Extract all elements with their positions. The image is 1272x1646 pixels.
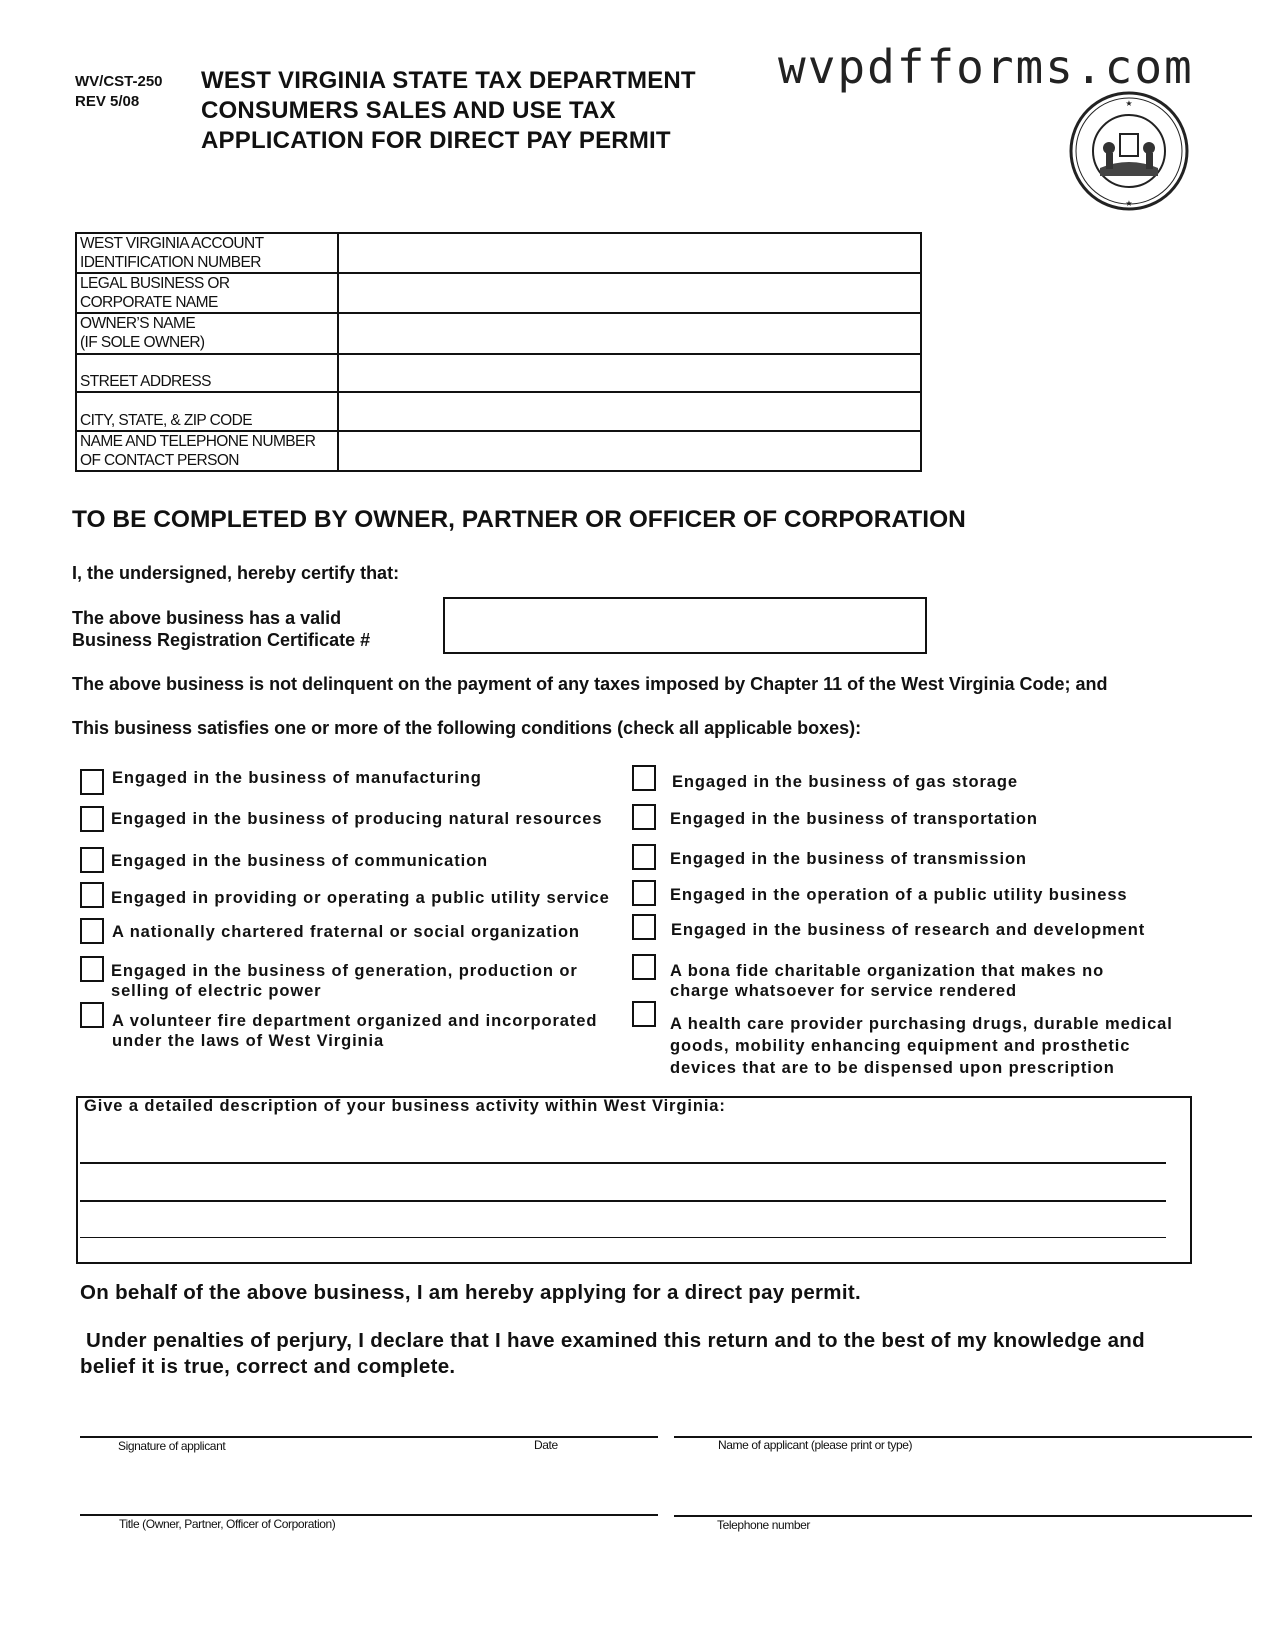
checkbox-gas-storage[interactable] [632, 765, 656, 791]
condition-public-utility-business: Engaged in the operation of a public utility business [670, 886, 1128, 904]
info-row-street-address [76, 354, 921, 392]
checkbox-charitable-organization[interactable] [632, 954, 656, 980]
title-line-1: WEST VIRGINIA STATE TAX DEPARTMENT [201, 67, 696, 94]
info-row-contact [76, 431, 921, 471]
signature-date-field[interactable] [80, 1396, 658, 1434]
condition-volunteer-fire-department: A volunteer fire department organized and incorporated under the laws of West Virginia [112, 1012, 598, 1050]
form-number-block [75, 72, 163, 112]
brc-number-field[interactable] [443, 597, 927, 654]
condition-electric-power: Engaged in the business of generation, production or selling of electric power [111, 962, 578, 1000]
checkbox-manufacturing[interactable] [80, 769, 104, 795]
condition-charitable-organization: A bona fide charitable organization that makes no charge whatsoever for service rendered [670, 962, 1105, 1000]
business-description-field[interactable] [80, 1132, 1166, 1247]
telephone-field[interactable] [674, 1475, 1252, 1513]
city-state-zip-field[interactable] [338, 392, 921, 431]
condition-health-care-provider: A health care provider purchasing drugs, durable medical goods, mobility enhancing equipment and prosthetic devices that are to be dispensed upon prescription [670, 1015, 1173, 1077]
info-label: OWNER’S NAME (IF SOLE OWNER) [76, 313, 338, 354]
brc-label: The above business has a valid Business Registration Certificate # [72, 608, 371, 650]
title-line-3: APPLICATION FOR DIRECT PAY PERMIT [201, 127, 671, 154]
certify-intro: I, the undersigned, hereby certify that: [72, 563, 400, 583]
checkbox-transportation[interactable] [632, 804, 656, 830]
business-info-table [75, 232, 922, 472]
applicant-name-field[interactable] [674, 1396, 1252, 1434]
checkbox-natural-resources[interactable] [80, 806, 104, 832]
account-id-field[interactable] [338, 233, 921, 273]
condition-communication: Engaged in the business of communication [111, 852, 489, 870]
info-label: NAME AND TELEPHONE NUMBER OF CONTACT PERSON [76, 431, 338, 471]
info-label: LEGAL BUSINESS OR CORPORATE NAME [76, 273, 338, 313]
date-label: Date [534, 1438, 558, 1452]
svg-text:★: ★ [1125, 99, 1133, 108]
watermark: wvpdfforms.com [778, 40, 1194, 94]
checkbox-fraternal-organization[interactable] [80, 918, 104, 944]
info-row-account-id [76, 233, 921, 273]
apply-statement: On behalf of the above business, I am hereby applying for a direct pay permit. [80, 1281, 861, 1304]
description-line [80, 1237, 1166, 1238]
business-name-field[interactable] [338, 273, 921, 313]
checkbox-electric-power[interactable] [80, 956, 104, 982]
condition-natural-resources: Engaged in the business of producing natural resources [111, 810, 603, 828]
applicant-title-field[interactable] [80, 1474, 658, 1512]
signature-line [80, 1436, 658, 1438]
description-line [80, 1162, 1166, 1164]
section-heading: TO BE COMPLETED BY OWNER, PARTNER OR OFFICER OF CORPORATION [72, 506, 966, 533]
title-label: Title (Owner, Partner, Officer of Corporation) [119, 1517, 336, 1531]
title-line-2: CONSUMERS SALES AND USE TAX [201, 97, 616, 124]
conditions-intro: This business satisfies one or more of the following conditions (check all applicable boxes): [72, 718, 862, 738]
checkbox-public-utility-service[interactable] [80, 882, 104, 908]
description-prompt: Give a detailed description of your business activity within West Virginia: [84, 1097, 726, 1115]
street-address-field[interactable] [338, 354, 921, 392]
checkbox-research-development[interactable] [632, 914, 656, 940]
form-revision: REV 5/08 [75, 93, 140, 110]
description-line [80, 1200, 1166, 1202]
checkbox-health-care-provider[interactable] [632, 1001, 656, 1027]
info-label: STREET ADDRESS [76, 354, 338, 392]
checkbox-communication[interactable] [80, 847, 104, 873]
condition-manufacturing: Engaged in the business of manufacturing [112, 769, 482, 787]
condition-fraternal-organization: A nationally chartered fraternal or social organization [112, 923, 580, 941]
contact-person-field[interactable] [338, 431, 921, 471]
signature-label: Signature of applicant [118, 1439, 226, 1453]
info-row-business-name [76, 273, 921, 313]
condition-public-utility-service: Engaged in providing or operating a public utility service [111, 889, 610, 907]
info-label: WEST VIRGINIA ACCOUNT IDENTIFICATION NUMBER [76, 233, 338, 273]
checkbox-volunteer-fire-department[interactable] [80, 1002, 104, 1028]
condition-research-development: Engaged in the business of research and development [671, 921, 1146, 939]
condition-gas-storage: Engaged in the business of gas storage [672, 773, 1018, 791]
form-title [201, 66, 696, 156]
owner-name-field[interactable] [338, 313, 921, 354]
title-line [80, 1514, 658, 1516]
checkbox-transmission[interactable] [632, 844, 656, 870]
phone-line [674, 1515, 1252, 1517]
phone-label: Telephone number [717, 1518, 811, 1532]
form-number: WV/CST-250 [75, 73, 163, 90]
condition-transportation: Engaged in the business of transportation [670, 810, 1038, 828]
info-label: CITY, STATE, & ZIP CODE [76, 392, 338, 431]
condition-transmission: Engaged in the business of transmission [670, 850, 1027, 868]
state-seal-icon [1068, 90, 1190, 212]
name-label: Name of applicant (please print or type) [718, 1438, 913, 1452]
svg-text:★: ★ [1125, 199, 1133, 208]
info-row-owner-name [76, 313, 921, 354]
perjury-statement: Under penalties of perjury, I declare that I have examined this return and to the best of my knowledge and belief it is true, correct and complete. [80, 1329, 1145, 1378]
checkbox-public-utility-business[interactable] [632, 880, 656, 906]
not-delinquent-statement: The above business is not delinquent on the payment of any taxes imposed by Chapter 11 of the West Virginia Code; and [72, 674, 1108, 694]
info-row-city-state-zip [76, 392, 921, 431]
